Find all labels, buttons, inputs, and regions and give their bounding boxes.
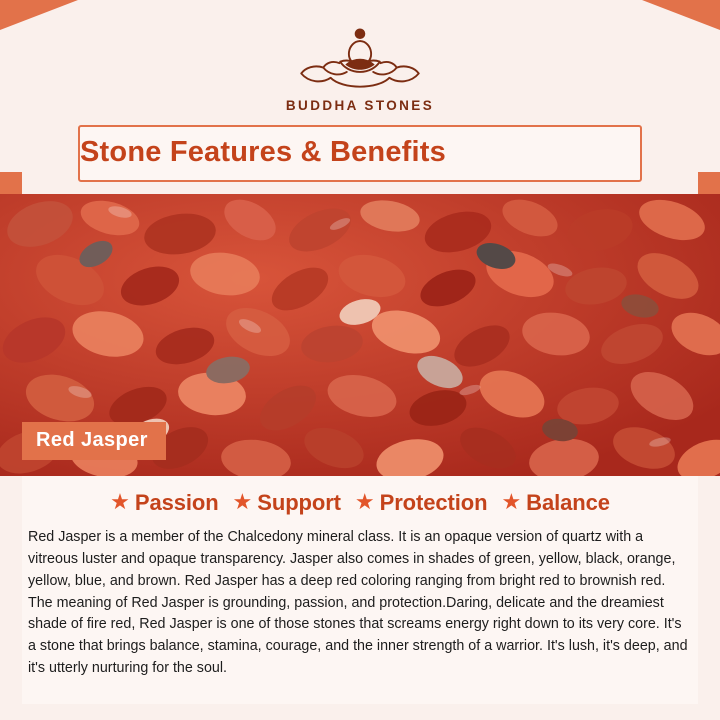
page-title: Stone Features & Benefits (80, 136, 446, 168)
star-icon: ★ (110, 489, 130, 514)
star-icon: ★ (354, 489, 375, 514)
benefit-label: Balance (526, 490, 610, 515)
benefits-section (22, 476, 698, 704)
brand-name: BUDDHA STONES (285, 98, 435, 113)
lotus-buddha-icon (286, 22, 434, 94)
benefit-label: Protection (379, 490, 488, 515)
benefit-label: Support (257, 490, 341, 515)
bottom-spacer (22, 680, 698, 704)
title-banner (78, 125, 642, 182)
star-icon: ★ (232, 489, 253, 514)
stone-name-label: Red Jasper (22, 422, 166, 460)
stone-description: Red Jasper is a member of the Chalcedony mineral class. It is an opaque version of quartz with a vitreous luster and opaque transparency. Jasper also comes in shades of green, yellow, black, orange, yellow, blue, and brown. Red Jasper has a deep red coloring ranging from bright red to brownish red. The meaning of Red Jasper is grounding, passion, and protection.Daring, delicate and the dreamiest shade of fire red, Red Jasper is one of those stones that screams energy right down to its very core. It's a stone that brings balance, stamina, courage, and the inner strength of a warrior. It's lush, it's deep, and it's utterly nurturing for the soul. (28, 529, 688, 677)
stone-photo (0, 194, 720, 476)
benefit-item-balance (501, 490, 609, 516)
benefit-label: Passion (134, 490, 219, 515)
benefit-list (22, 490, 698, 516)
benefit-item-support (233, 490, 341, 516)
star-icon: ★ (501, 489, 522, 514)
benefit-item-passion (110, 490, 218, 516)
header (0, 0, 720, 113)
brand-logo (0, 22, 720, 113)
benefit-item-protection (355, 490, 488, 516)
